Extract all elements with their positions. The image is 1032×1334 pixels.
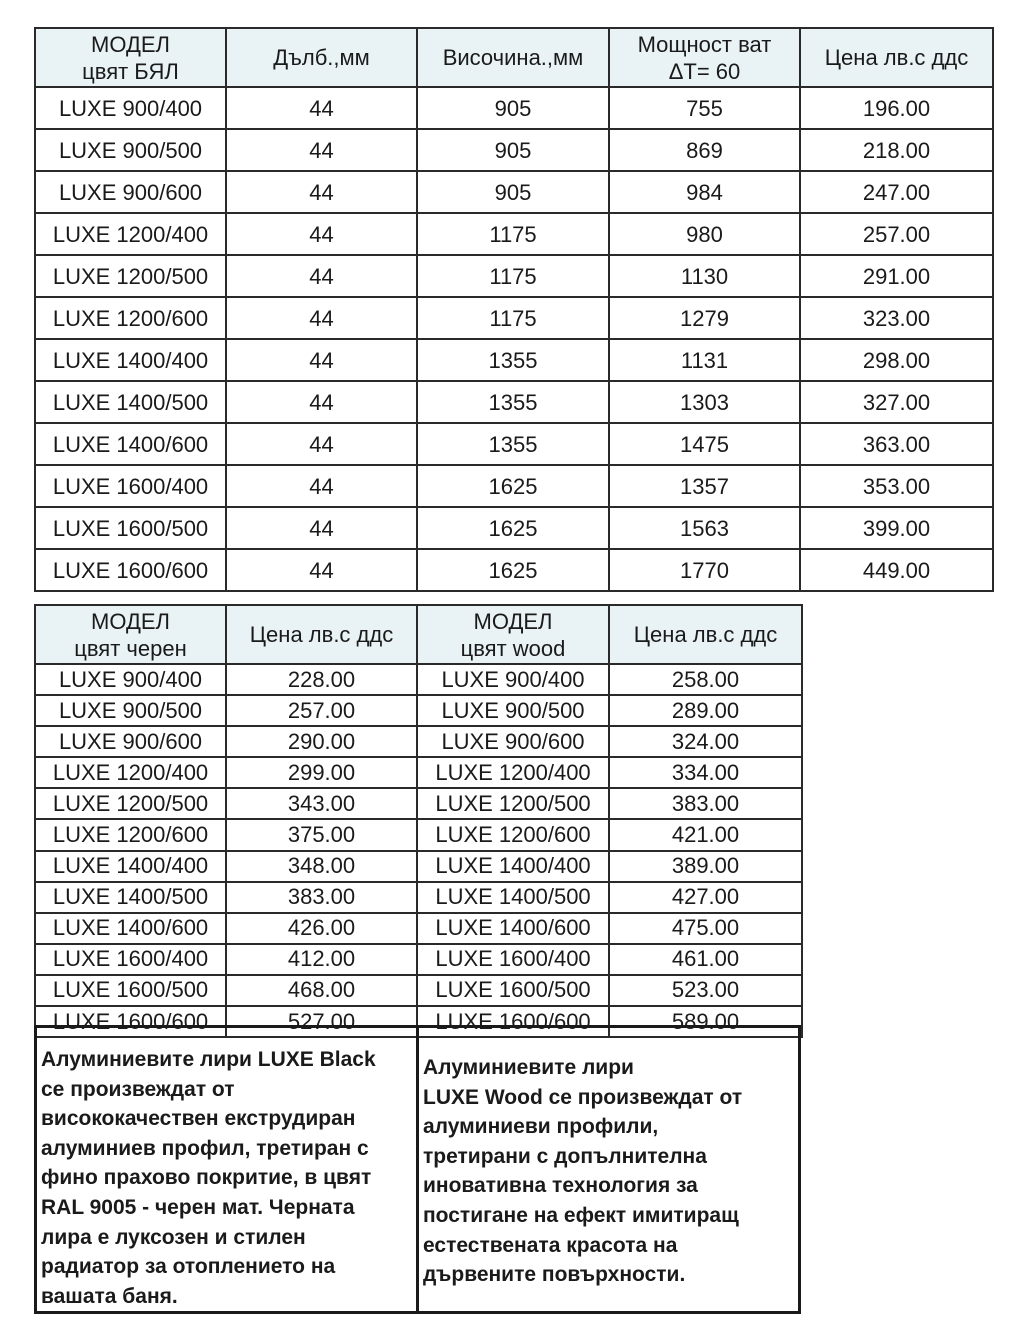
table-cell: 1355 <box>417 381 609 423</box>
black-description: Алуминиевите лири LUXE Black се произвеждат от висококачествен екструдиран алуминиев профил, третиран с фино прахово покритие, в цвят RAL 9005 - черен мат. Черната лира е луксозен и стилен радиатор за отоплението на вашата баня. <box>34 1025 419 1314</box>
white-table-header-cell <box>800 28 993 87</box>
table-cell: 218.00 <box>800 129 993 171</box>
table-cell: LUXE 900/400 <box>417 664 609 695</box>
table-cell: 44 <box>226 381 417 423</box>
table-cell: 984 <box>609 171 800 213</box>
white-table-header-cell <box>609 28 800 87</box>
white-table-header-text: ΔT= 60 <box>668 58 741 84</box>
table-cell: 363.00 <box>800 423 993 465</box>
white-table-header-text: Мощност ват <box>637 31 772 57</box>
table-cell: 461.00 <box>609 944 802 975</box>
table-cell: 427.00 <box>609 882 802 913</box>
table-cell: LUXE 900/500 <box>417 695 609 726</box>
table-row <box>35 726 802 757</box>
table-cell: 905 <box>417 171 609 213</box>
color-table-header-text: цвят черен <box>74 635 187 661</box>
color-table-header-cell <box>226 605 417 664</box>
table-cell: 468.00 <box>226 975 417 1006</box>
table-cell: LUXE 900/600 <box>35 726 226 757</box>
table-cell: 1175 <box>417 213 609 255</box>
table-cell: 527.00 <box>226 1006 417 1037</box>
table-cell: 980 <box>609 213 800 255</box>
table-cell: LUXE 1600/400 <box>35 465 226 507</box>
table-cell: 324.00 <box>609 726 802 757</box>
table-cell: 1355 <box>417 423 609 465</box>
color-table-header-row <box>35 605 802 664</box>
white-table-header-cell <box>35 28 226 87</box>
table-cell: 1175 <box>417 255 609 297</box>
table-cell: 353.00 <box>800 465 993 507</box>
table-cell: LUXE 1200/600 <box>417 819 609 850</box>
table-row <box>35 213 993 255</box>
table-cell: LUXE 1600/400 <box>417 944 609 975</box>
table-row <box>35 171 993 213</box>
table-cell: 44 <box>226 465 417 507</box>
table-cell: 44 <box>226 423 417 465</box>
table-cell: LUXE 1400/400 <box>35 851 226 882</box>
table-cell: 44 <box>226 213 417 255</box>
table-cell: 1130 <box>609 255 800 297</box>
notes-section <box>34 1025 801 1314</box>
table-cell: 383.00 <box>609 788 802 819</box>
table-cell: 44 <box>226 129 417 171</box>
table-cell: LUXE 1400/500 <box>35 381 226 423</box>
table-cell: 44 <box>226 297 417 339</box>
table-row <box>35 255 993 297</box>
table-cell: LUXE 1200/400 <box>35 757 226 788</box>
white-table-header-text: Височина.,мм <box>442 45 584 70</box>
table-cell: LUXE 1200/500 <box>417 788 609 819</box>
table-cell: 196.00 <box>800 87 993 129</box>
white-table-header-cell <box>417 28 609 87</box>
table-cell: 755 <box>609 87 800 129</box>
table-cell: 289.00 <box>609 695 802 726</box>
table-cell: LUXE 900/600 <box>35 171 226 213</box>
table-cell: LUXE 1600/500 <box>417 975 609 1006</box>
table-cell: LUXE 1400/600 <box>417 913 609 944</box>
table-cell: 523.00 <box>609 975 802 1006</box>
color-table-header-cell <box>609 605 802 664</box>
table-cell: 343.00 <box>226 788 417 819</box>
white-table-header-text: Цена лв.с ддс <box>824 45 969 70</box>
table-cell: 258.00 <box>609 664 802 695</box>
table-row <box>35 944 802 975</box>
table-row <box>35 381 993 423</box>
color-table-header-text: цвят wood <box>460 635 566 661</box>
table-cell: 1475 <box>609 423 800 465</box>
table-row <box>35 819 802 850</box>
table-cell: 327.00 <box>800 381 993 423</box>
table-cell: LUXE 1600/400 <box>35 944 226 975</box>
table-cell: 383.00 <box>226 882 417 913</box>
table-row <box>35 129 993 171</box>
table-cell: LUXE 1200/600 <box>35 819 226 850</box>
white-table-header-text: Дълб.,мм <box>273 45 370 70</box>
table-cell: 290.00 <box>226 726 417 757</box>
table-cell: 1279 <box>609 297 800 339</box>
table-row <box>35 851 802 882</box>
table-cell: LUXE 1400/600 <box>35 913 226 944</box>
table-cell: 389.00 <box>609 851 802 882</box>
table-row <box>35 913 802 944</box>
table-cell: 426.00 <box>226 913 417 944</box>
table-cell: 257.00 <box>800 213 993 255</box>
table-cell: 1563 <box>609 507 800 549</box>
table-cell: 1355 <box>417 339 609 381</box>
table-cell: 589.00 <box>609 1006 802 1037</box>
table-row <box>35 87 993 129</box>
table-cell: LUXE 1600/600 <box>35 1006 226 1037</box>
table-cell: LUXE 1200/400 <box>35 213 226 255</box>
color-table-body <box>35 664 802 1037</box>
color-table-header-text: Цена лв.с ддс <box>633 622 778 647</box>
table-cell: 1303 <box>609 381 800 423</box>
table-cell: 1625 <box>417 507 609 549</box>
table-cell: LUXE 1600/600 <box>417 1006 609 1037</box>
table-cell: 44 <box>226 507 417 549</box>
table-row <box>35 297 993 339</box>
table-cell: 298.00 <box>800 339 993 381</box>
table-cell: 44 <box>226 87 417 129</box>
white-price-table <box>34 27 994 592</box>
table-cell: 1770 <box>609 549 800 591</box>
table-cell: LUXE 1200/600 <box>35 297 226 339</box>
table-cell: 44 <box>226 339 417 381</box>
table-cell: 348.00 <box>226 851 417 882</box>
table-cell: 412.00 <box>226 944 417 975</box>
table-cell: 334.00 <box>609 757 802 788</box>
table-cell: LUXE 1200/500 <box>35 788 226 819</box>
table-cell: 1625 <box>417 549 609 591</box>
table-cell: LUXE 1600/600 <box>35 549 226 591</box>
table-cell: LUXE 1600/500 <box>35 507 226 549</box>
table-cell: LUXE 1400/400 <box>35 339 226 381</box>
table-row <box>35 975 802 1006</box>
table-cell: 1625 <box>417 465 609 507</box>
color-table-header-text: МОДЕЛ <box>473 608 553 634</box>
table-cell: 1131 <box>609 339 800 381</box>
table-cell: LUXE 900/500 <box>35 129 226 171</box>
table-cell: 44 <box>226 255 417 297</box>
table-row <box>35 695 802 726</box>
table-cell: 475.00 <box>609 913 802 944</box>
white-table-body <box>35 87 993 591</box>
table-cell: LUXE 1200/500 <box>35 255 226 297</box>
table-row <box>35 664 802 695</box>
color-price-table <box>34 604 803 1038</box>
white-table-header-text: цвят БЯЛ <box>82 58 179 84</box>
table-cell: 323.00 <box>800 297 993 339</box>
table-row <box>35 423 993 465</box>
table-cell: LUXE 900/500 <box>35 695 226 726</box>
table-cell: 1175 <box>417 297 609 339</box>
table-cell: 228.00 <box>226 664 417 695</box>
table-cell: 247.00 <box>800 171 993 213</box>
table-row <box>35 882 802 913</box>
table-cell: 421.00 <box>609 819 802 850</box>
table-row <box>35 339 993 381</box>
color-table-header-text: Цена лв.с ддс <box>249 622 394 647</box>
table-cell: LUXE 1400/600 <box>35 423 226 465</box>
color-table-header-text: МОДЕЛ <box>91 608 170 634</box>
table-row <box>35 757 802 788</box>
table-cell: 1357 <box>609 465 800 507</box>
white-table-header-row <box>35 28 993 87</box>
table-row <box>35 465 993 507</box>
table-cell: LUXE 900/600 <box>417 726 609 757</box>
table-cell: 449.00 <box>800 549 993 591</box>
color-table-header-cell <box>35 605 226 664</box>
table-cell: 905 <box>417 129 609 171</box>
table-cell: LUXE 1200/400 <box>417 757 609 788</box>
white-table-header-cell <box>226 28 417 87</box>
table-cell: 375.00 <box>226 819 417 850</box>
table-cell: 299.00 <box>226 757 417 788</box>
table-cell: 44 <box>226 549 417 591</box>
table-cell: 257.00 <box>226 695 417 726</box>
table-cell: LUXE 1400/400 <box>417 851 609 882</box>
table-cell: 44 <box>226 171 417 213</box>
white-table-header-text: МОДЕЛ <box>91 31 170 57</box>
color-table-header-cell <box>417 605 609 664</box>
table-cell: 905 <box>417 87 609 129</box>
table-cell: LUXE 1400/500 <box>35 882 226 913</box>
table-cell: 399.00 <box>800 507 993 549</box>
table-row <box>35 788 802 819</box>
table-cell: LUXE 900/400 <box>35 664 226 695</box>
table-cell: LUXE 1400/500 <box>417 882 609 913</box>
table-cell: 291.00 <box>800 255 993 297</box>
table-row <box>35 507 993 549</box>
table-cell: LUXE 900/400 <box>35 87 226 129</box>
wood-description: Алуминиевите лири LUXE Wood се произвеждат от алуминиеви профили, третирани с допълнителна иновативна технология за постигане на ефект имитиращ естествената красота на дървените повърхности. <box>416 1025 801 1314</box>
table-cell: LUXE 1600/500 <box>35 975 226 1006</box>
table-row <box>35 549 993 591</box>
table-cell: 869 <box>609 129 800 171</box>
